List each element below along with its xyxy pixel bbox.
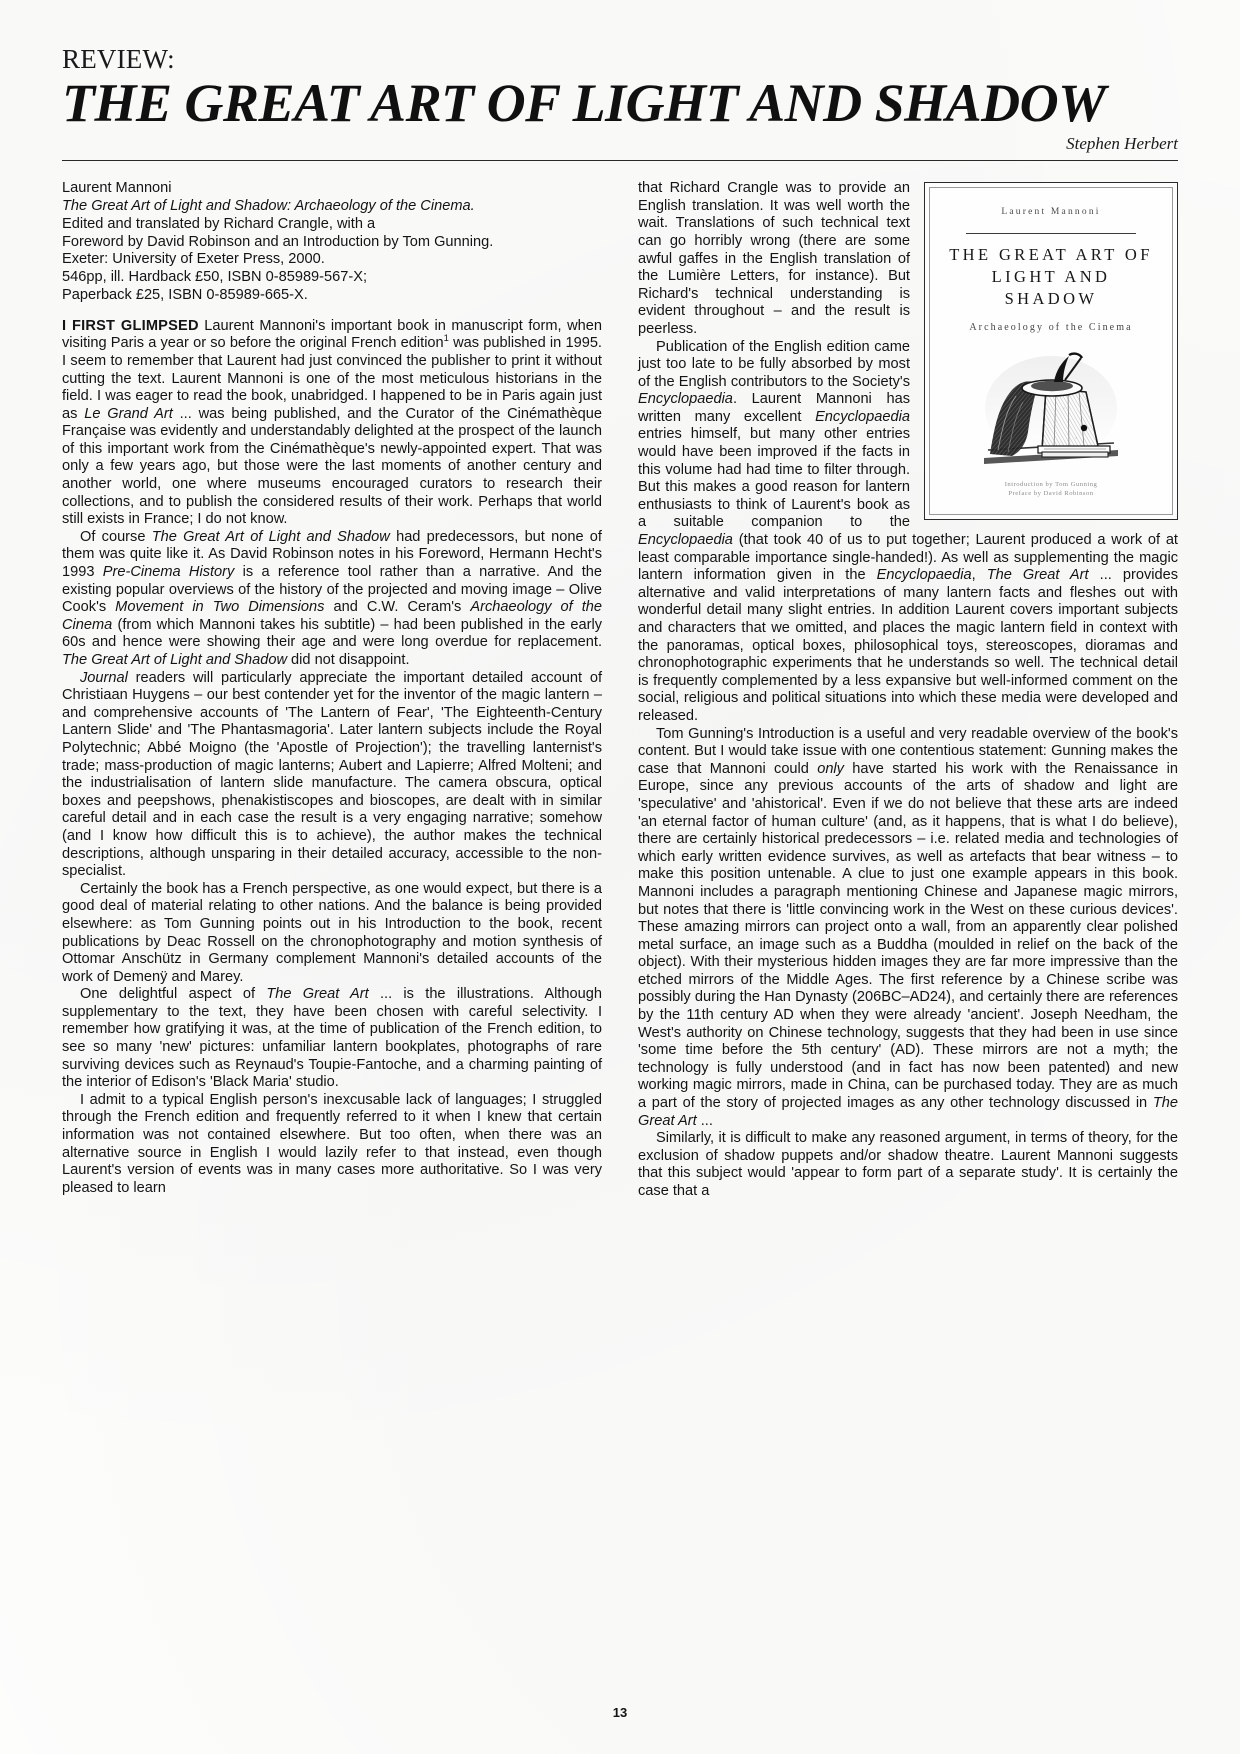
review-kicker: REVIEW:	[62, 44, 175, 74]
paragraph-opening: I FIRST GLIMPSED Laurent Mannoni's important book in manuscript form, when visiting Paris a year or so before the original French edition$^1$ was published in 1995. I seem to remember that Laurent had just convinced the publisher to print it without cutting the text. Laurent Mannoni is one of the most meticulous historians in the field. I was eager to read the book, unabridged. I happened to be in Paris again just as Le Grand Art ... was being published, and the Curator of the Cinémathèque Française was evidently and understandably delighted at the prospect of the launch of this important work from the Cinémathèque's newly-appointed expert. That was only a few years ago, but those were the last moments of another century and another world, one where museums encouraged curators to research their collections, and to publish the considered results of their work. Perhaps that world still exists in France; I do not know.	[62, 317, 602, 528]
paragraph-languages: I admit to a typical English person's inexcusable lack of languages; I struggled through the French edition and frequently referred to it when I knew that certain information was not contained elsewhere. But too often, when there was an alternative source in English I would lazily refer to that instead, even though Laurent's version of events was in many cases more authoritative. So I was very pleased to learn	[62, 1091, 602, 1196]
cited-title: The Great Art of Light and Shadow	[151, 528, 390, 545]
cover-title-line-1: THE GREAT ART OF	[949, 244, 1153, 264]
footnote-marker: 1	[443, 333, 449, 345]
cover-credit-introduction: Introduction by Tom Gunning	[1004, 481, 1098, 489]
cover-author: Laurent Mannoni	[1001, 207, 1101, 218]
paragraph-shadow-theatre: Similarly, it is difficult to make any reasoned argument, in terms of theory, for the exclusion of shadow puppets and/or shadow theatre. Laurent Mannoni suggests that this subject would 'appear to form part of a separate study'. It is certainly the case that a	[638, 1130, 1178, 1199]
cover-divider	[966, 233, 1136, 234]
cited-title: Movement in Two Dimensions	[115, 599, 325, 616]
cited-title: Encyclopaedia	[638, 532, 733, 549]
bib-title: The Great Art of Light and Shadow: Archaeology of the Cinema.	[62, 197, 475, 214]
cited-title: The Great Art	[986, 567, 1089, 584]
cited-title: The Great Art	[266, 986, 369, 1003]
bib-publisher: Exeter: University of Exeter Press, 2000.	[62, 251, 325, 268]
drop-leadin: I FIRST GLIMPSED	[62, 317, 199, 334]
paragraph-journal-readers: Journal readers will particularly appreciate the important detailed account of Christiaan Huygens – our best contender yet for the inventor of the magic lantern – and comprehensive accounts of 'The Lantern of Fear', 'The Eighteenth-Century Lantern Slide' and 'The Phantasmagoria'. Later lantern subjects include the Royal Polytechnic; Abbé Moigno (the 'Apostle of Projection'); the travelling lanternist's trade; mass-production of magic lanterns; Aubert and Lapierre; Alfred Molteni; and the industrialisation of lantern slide manufacture. The camera obscura, optical boxes and peepshows, phenakistiscopes and bioscopes, are dealt with in similar careful detail and in each case the result is a very engaging narrative; somehow (and I know how difficult this is to achieve), the author makes the technical descriptions, although unsparing in their detailed accuracy, accessible to the non-specialist.	[62, 669, 602, 880]
cited-title: The Great Art of Light and Shadow	[62, 652, 287, 669]
paragraph-encyclopaedia: Publication of the English edition came just too late to be fully absorbed by most of the English contributors to the Society's Encyclopaedia. Laurent Mannoni has written many excellent Encyclopaedia entries himself, but many other entries would have been improved if the facts in this volume had had time to filter through. But this makes a good reason for lantern enthusiasts to think of Laurent's book as a suitable companion to the Encyclopaedia (that took 40 of us to put together; Laurent produced a work of at least comparable importance single-handed!). As well as supplementing the magic lantern information given in the Encyclopaedia, The Great Art ... provides alternative and valid interpretations of many lantern facts and fleshes out with wonderful detail many slight entries. In addition Laurent covers important subjects and characters that we omitted, and places the magic lantern field in context with the panoramas, optical boxes, philosophical toys, stereoscopes, dioramas and chronophotographic experiments that he understands so well. The technical detail is frequently complemented by a less expansive but well-informed comment on the social, religious and political situations into which these media were developed and released.	[638, 338, 1179, 724]
paragraph-illustrations: One delightful aspect of The Great Art ... is the illustrations. Although supplementary to the text, they have been chosen with careful selectivity. I remember how gratifying it was, at the time of publication of the French edition, to see so many 'new' pictures: unfamiliar lantern bookplates, photographs of rare surviving devices such as Reynaud's Toupie-Fantoche, and a charming painting of the interior of Edison's 'Black Maria' studio.	[62, 986, 602, 1091]
page-number: 13	[612, 1705, 628, 1720]
paragraph-predecessors: Of course The Great Art of Light and Shadow had predecessors, but none of them was quite like it. As David Robinson notes in his Foreword, Hermann Hecht's 1993 Pre-Cinema History is a reference tool rather than a narrative. And the existing popular overviews of the history of the projected and moving image – Olive Cook's Movement in Two Dimensions and C.W. Ceram's Archaeology of the Cinema (from which Mannoni takes his subtitle) – had been published in the early 60s and hence were showing their age and were long overdue for replacement. The Great Art of Light and Shadow did not disappoint.	[62, 528, 602, 669]
cited-title: Pre-Cinema History	[102, 564, 235, 581]
cover-title-line-2: LIGHT AND SHADOW	[991, 266, 1111, 308]
page-title: THE GREAT ART OF LIGHT AND SHADOW	[62, 73, 1106, 133]
paragraph-translation: that Richard Crangle was to provide an English translation. It was well worth the wait. Translations of such technical text can go horribly wrong (there are some awful gaffes in the English translation of the Lumière Letters, for instance). But Richard's technical understanding is evident throughout – and the result is peerless.	[638, 180, 910, 337]
cover-credit-preface: Preface by David Robinson	[1008, 490, 1094, 498]
paragraph-french-perspective: Certainly the book has a French perspective, as one would expect, but there is a good deal of material relating to other nations. And the balance is being provided elsewhere: as Tom Gunning points out in his Introduction to the book, recent publications by Deac Rossell on the chronophotography and motion synthesis of Ottomar Anschütz in Germany complement Mannoni's detailed accounts of the work of Demenÿ and Marey.	[62, 880, 602, 985]
article-masthead	[62, 46, 1178, 161]
paragraph-gunning-introduction: Tom Gunning's Introduction is a useful and very readable overview of the book's content. But I would take issue with one contentious statement: Gunning makes the case that Mannoni could only have started his work with the Renaissance in Europe, since any previous accounts of the arts of shadow and light are 'speculative' and 'ahistorical'. Even if we do not believe that these arts are indeed 'an eternal factor of human culture' (and, as it happens, that is what I do believe), there are certainly historical predecessors – i.e. related media and technologies of which early written evidence survives, as well as artefacts that bear witness – to make this position untenable. A clue to just one example appears in this book. Mannoni includes a paragraph mentioning Chinese and Japanese magic mirrors, but notes that there is 'little convincing work in the West on these curious devices'. These amazing mirrors can project onto a wall, from an apparently clear polished metal surface, an image such as a Buddha (moulded in relief on the back of the object). With their mysterious hidden images they are far more impressive than the etched mirrors of the Middle Ages. The first reference by a Chinese scribe was possibly during the Han Dynasty (206BC–AD24), and certainly there are references by the 11th century AD when they were already 'ancient'. Joseph Needham, the West's authority on Chinese technology, suggests that they had been in use since 'some time before the 5th century' (AD). These mirrors are not a myth; the technology is fully understood (and in fact has now been patented) and new working magic mirrors, made in China, can be purchased today. They are as much a part of the story of projected images as any other technology discussed in The Great Art ...	[638, 725, 1178, 1129]
book-cover-figure	[924, 182, 1178, 520]
book-cover-frame	[929, 187, 1173, 515]
masthead-divider	[62, 160, 1178, 161]
column-right	[638, 180, 1178, 1200]
book-cover	[924, 182, 1178, 520]
bib-hardback: 546pp, ill. Hardback £50, ISBN 0-85989-567-X;	[62, 269, 368, 286]
cited-title: Archaeology of the Cinema	[62, 599, 602, 633]
magic-lantern-engraving-icon	[968, 346, 1134, 474]
bib-foreword: Foreword by David Robinson and an Introduction by Tom Gunning.	[62, 233, 494, 250]
article-body	[62, 180, 1178, 1200]
cited-title: Encyclopaedia	[815, 408, 910, 425]
bib-editor: Edited and translated by Richard Crangle, with a	[62, 215, 376, 232]
cover-subtitle: Archaeology of the Cinema	[969, 321, 1133, 333]
emphasis-only: only	[817, 760, 844, 777]
column-left	[62, 180, 602, 1200]
cited-title: The Great Art	[638, 1095, 1178, 1129]
cited-title: Le Grand Art	[84, 405, 173, 422]
author-byline: Stephen Herbert	[1066, 134, 1178, 154]
cover-credits	[930, 480, 1172, 498]
cited-title: Journal	[80, 669, 128, 686]
bib-author: Laurent Mannoni	[62, 180, 172, 197]
bib-paperback: Paperback £25, ISBN 0-85989-665-X.	[62, 286, 308, 303]
bibliographic-block	[62, 180, 602, 305]
cited-title: Encyclopaedia	[638, 391, 733, 408]
cited-title: Encyclopaedia	[876, 567, 972, 584]
